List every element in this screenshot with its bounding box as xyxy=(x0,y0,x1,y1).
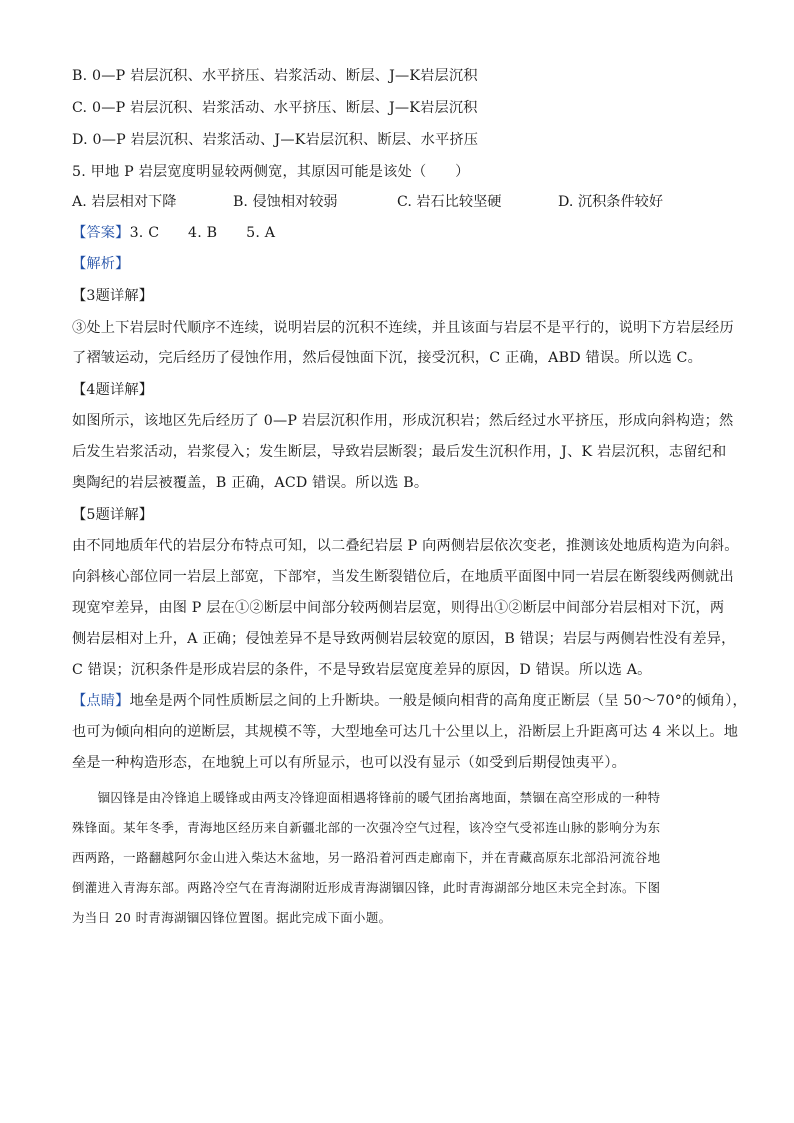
tip-line: 垒是一种构造形态，在地貌上可以有所显示，也可以没有显示（如受到后期侵蚀夷平）。 xyxy=(72,755,627,771)
answer-values: 3. C 4. B 5. A xyxy=(129,225,276,241)
detail5-line: 由不同地质年代的岩层分布特点可知，以二叠纪岩层 P 向两侧岩层依次变老，推测该处地质构造为向斜。 xyxy=(72,538,739,554)
detail5-tag: 【5题详解】 xyxy=(72,507,154,523)
detail5-line: 侧岩层相对上升，A 正确；侵蚀差异不是导致两侧岩层较宽的原因，B 错误；岩层与两侧岩性没有差异， xyxy=(72,631,736,647)
tip-first-text: 地垒是两个同性质断层之间的上升断块。一般是倾向相背的高角度正断层（呈 50～70°的倾角）， xyxy=(129,693,747,709)
q5-option-c: C. 岩石比较坚硬 xyxy=(397,194,502,210)
passage-line: 倒灌进入青海东部。两路冷空气在青海湖附近形成青海湖锢囚锋，此时青海湖部分地区未完全封冻。下图 xyxy=(72,880,661,895)
q5-option-b: B. 侵蚀相对较弱 xyxy=(233,194,338,210)
q5-option-d: D. 沉积条件较好 xyxy=(558,194,664,210)
answer-tag: 【答案】 xyxy=(72,225,130,241)
q5-stem: 5. 甲地 P 岩层宽度明显较两侧宽，其原因可能是该处（ ） xyxy=(72,164,470,180)
tip-line: 也可为倾向相向的逆断层，其规模不等，大型地垒可达几十公里以上，沿断层上升距离可达 4 米以上。地 xyxy=(72,724,739,740)
passage-line: 西两路，一路翻越阿尔金山进入柴达木盆地，另一路沿着河西走廊南下，并在青藏高原东北部沿河流谷地 xyxy=(72,850,661,865)
q4-option-b: B. 0—P 岩层沉积、水平挤压、岩浆活动、断层、J—K岩层沉积 xyxy=(72,68,478,84)
passage-line: 锢囚锋是由冷锋追上暖锋或由两支冷锋迎面相遇将锋前的暖气团抬离地面，禁锢在高空形成的一种特 xyxy=(72,790,661,805)
detail4-tag: 【4题详解】 xyxy=(72,382,154,398)
detail5-line: 向斜核心部位同一岩层上部宽，下部窄，当发生断裂错位后，在地质平面图中同一岩层在断裂线两侧就出 xyxy=(72,569,734,585)
detail3-tag: 【3题详解】 xyxy=(72,288,154,304)
q4-option-d: D. 0—P 岩层沉积、岩浆活动、J—K岩层沉积、断层、水平挤压 xyxy=(72,132,479,148)
detail5-line: 现宽窄差异，由图 P 层在①②断层中间部分较两侧岩层宽，则得出①②断层中间部分岩层相对下沉，两 xyxy=(72,600,725,616)
answer-line xyxy=(72,223,275,243)
detail5-line: C 错误；沉积条件是形成岩层的条件，不是导致岩层宽度差异的原因，D 错误。所以选 A。 xyxy=(72,662,652,678)
detail4-line: 如图所示，该地区先后经历了 0—P 岩层沉积作用，形成沉积岩；然后经过水平挤压，形成向斜构造；然 xyxy=(72,413,734,429)
detail4-line: 奥陶纪的岩层被覆盖，B 正确，ACD 错误。所以选 B。 xyxy=(72,475,429,491)
detail4-line: 后发生岩浆活动，岩浆侵入；发生断层，导致岩层断裂；最后发生沉积作用，J、K 岩层沉积，志留纪和 xyxy=(72,444,727,460)
tip-first-line xyxy=(72,691,747,711)
detail3-line: ③处上下岩层时代顺序不连续，说明岩层的沉积不连续，并且该面与岩层不是平行的，说明下方岩层经历 xyxy=(72,320,734,336)
tip-tag: 【点睛】 xyxy=(72,693,130,709)
passage-line: 殊锋面。某年冬季，青海地区经历来自新疆北部的一次强冷空气过程，该冷空气受祁连山脉的影响分为东 xyxy=(72,820,661,835)
q4-option-c: C. 0—P 岩层沉积、岩浆活动、水平挤压、断层、J—K岩层沉积 xyxy=(72,100,478,116)
detail3-line: 了褶皱运动，完后经历了侵蚀作用，然后侵蚀面下沉，接受沉积，C 正确，ABD 错误。所以选 C。 xyxy=(72,350,703,366)
passage-line: 为当日 20 时青海湖锢囚锋位置图。据此完成下面小题。 xyxy=(72,910,392,925)
analysis-tag: 【解析】 xyxy=(72,256,130,272)
q5-option-a: A. 岩层相对下降 xyxy=(72,194,177,210)
